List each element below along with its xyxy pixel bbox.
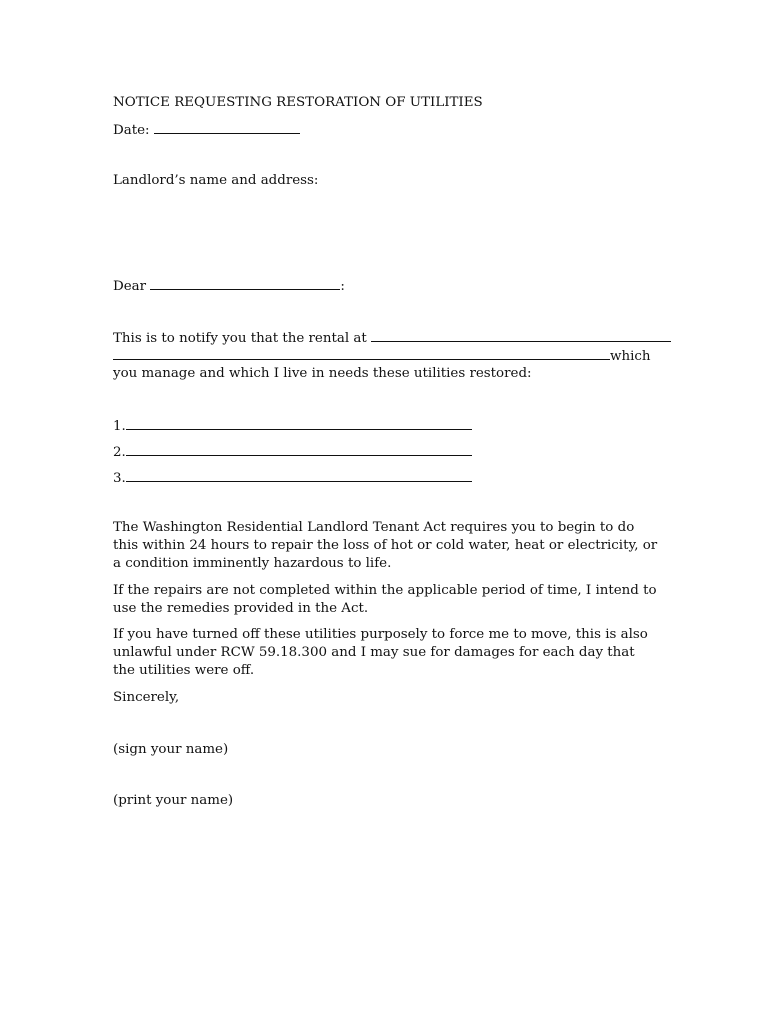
which-label: which xyxy=(610,349,651,364)
utility-item-blank[interactable] xyxy=(126,442,472,456)
landlord-label: Landlord’s name and address: xyxy=(113,173,319,188)
rental-intro: This is to notify you that the rental at xyxy=(113,331,367,346)
paragraph-unlawful: If you have turned off these utilities purposely to force me to move, this is also unlawful under RCW 59.18.300 and I may sue for damages for each day that the utilities were off. xyxy=(113,627,648,678)
rental-line-2 xyxy=(113,346,651,366)
utility-item-2 xyxy=(113,442,472,462)
date-blank[interactable] xyxy=(154,120,300,134)
dear-label: Dear xyxy=(113,279,147,294)
document-title: NOTICE REQUESTING RESTORATION OF UTILITIES xyxy=(113,95,483,110)
rental-line-1 xyxy=(113,328,671,348)
salutation-line xyxy=(113,276,345,296)
dear-colon: : xyxy=(340,279,345,294)
sign-name-label: (sign your name) xyxy=(113,742,229,757)
utility-item-1 xyxy=(113,416,472,436)
utility-item-blank[interactable] xyxy=(126,468,472,482)
print-name-label: (print your name) xyxy=(113,793,234,808)
rental-continuation: you manage and which I live in needs these utilities restored: xyxy=(113,366,532,381)
utility-item-number: 3. xyxy=(113,471,126,486)
utility-item-3 xyxy=(113,468,472,488)
paragraph-act-requirement: The Washington Residential Landlord Tenant Act requires you to begin to do this within 24 hours to repair the loss of hot or cold water, heat or electricity, or a condition imminently hazardous to life. xyxy=(113,520,658,571)
utility-item-blank[interactable] xyxy=(126,416,472,430)
utility-item-number: 2. xyxy=(113,445,126,460)
utility-item-number: 1. xyxy=(113,419,126,434)
closing: Sincerely, xyxy=(113,690,180,705)
paragraph-remedies: If the repairs are not completed within the applicable period of time, I intend to use the remedies provided in the Act. xyxy=(113,583,657,616)
rental-address-blank-2[interactable] xyxy=(113,346,610,360)
date-label: Date: xyxy=(113,123,150,138)
rental-address-blank-1[interactable] xyxy=(371,328,671,342)
dear-blank[interactable] xyxy=(150,276,340,290)
date-line xyxy=(113,120,300,140)
